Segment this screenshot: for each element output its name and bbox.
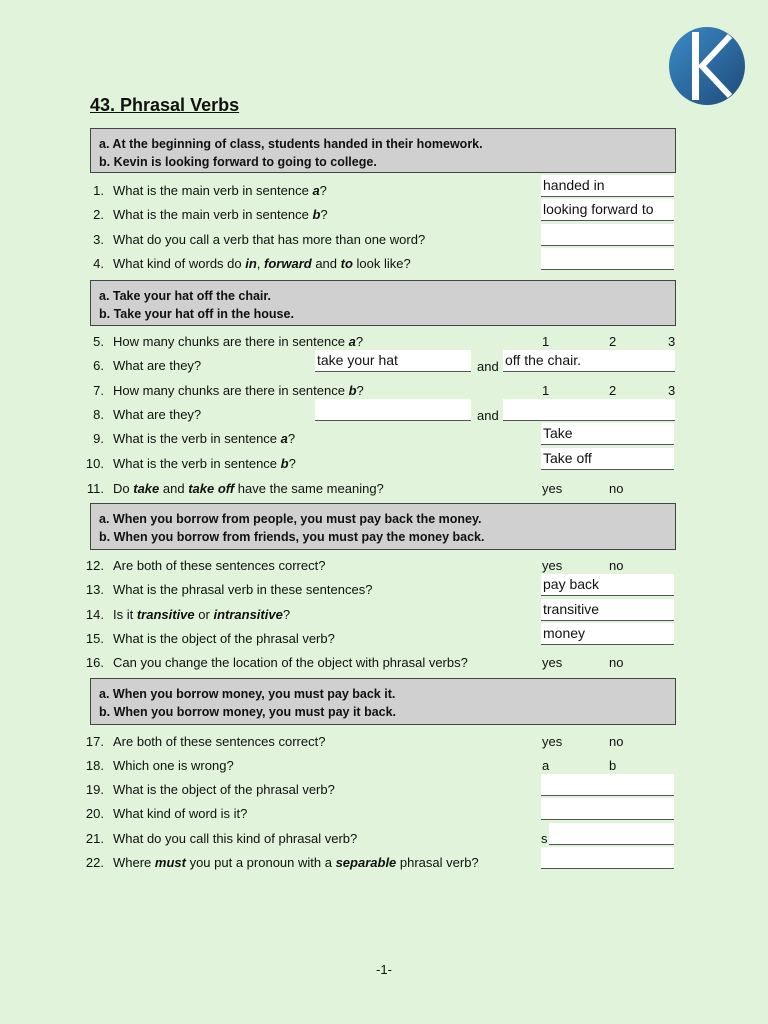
question-text: Are both of these sentences correct? <box>113 558 326 573</box>
question-row <box>0 425 768 449</box>
answer-field[interactable]: Take <box>541 423 674 445</box>
answer-field[interactable] <box>541 248 674 270</box>
question-row <box>0 853 768 873</box>
question-number: 4. <box>93 256 104 271</box>
question-number: 14. <box>85 607 104 622</box>
question-number: 20. <box>85 806 104 821</box>
answer-field[interactable]: money <box>541 623 674 645</box>
question-number: 13. <box>85 582 104 597</box>
sentence-box-3 <box>90 503 676 550</box>
option-b[interactable]: b <box>609 758 617 773</box>
question-row <box>0 829 768 849</box>
sentence-a: a. At the beginning of class, students handed in their homework. <box>99 137 483 151</box>
answer-field[interactable] <box>541 798 674 820</box>
option-2[interactable]: 2 <box>609 383 617 398</box>
answer-field-1[interactable]: take your hat <box>315 350 471 372</box>
option-2[interactable]: 2 <box>609 334 617 349</box>
option-no[interactable]: no <box>609 481 624 496</box>
question-number: 15. <box>85 631 104 646</box>
answer-field[interactable]: looking forward to <box>541 199 674 221</box>
answer-field[interactable] <box>541 847 674 869</box>
question-number: 2. <box>93 207 104 222</box>
question-text: What is the verb in sentence a? <box>113 431 296 446</box>
sentence-box-2 <box>90 280 676 326</box>
question-number: 8. <box>93 407 104 422</box>
question-row <box>0 601 768 625</box>
option-yes[interactable]: yes <box>542 734 563 749</box>
sentence-box-4 <box>90 678 676 725</box>
question-row <box>0 756 768 776</box>
question-row <box>0 576 768 600</box>
question-row <box>0 352 768 376</box>
question-row <box>0 177 768 201</box>
question-row <box>0 254 768 274</box>
answer-field[interactable]: handed in <box>541 175 674 197</box>
question-number: 17. <box>85 734 104 749</box>
option-1[interactable]: 1 <box>542 334 550 349</box>
question-row <box>0 556 768 576</box>
option-yes[interactable]: yes <box>542 655 563 670</box>
question-number: 5. <box>93 334 104 349</box>
question-text: What kind of word is it? <box>113 806 248 821</box>
question-row <box>0 479 768 499</box>
answer-field[interactable] <box>541 224 674 246</box>
question-text: What is the main verb in sentence a? <box>113 183 327 198</box>
sentence-b: b. Take your hat off in the house. <box>99 306 294 321</box>
question-text: Do take and take off have the same meaning? <box>113 481 384 496</box>
sentence-a: a. Take your hat off the chair. <box>99 289 272 303</box>
question-row <box>0 381 768 401</box>
answer-field[interactable] <box>549 823 674 845</box>
question-text: What kind of words do in, forward and to look like? <box>113 256 411 271</box>
question-text: Which one is wrong? <box>113 758 234 773</box>
and-label: and <box>477 408 499 423</box>
question-number: 19. <box>85 782 104 797</box>
option-1[interactable]: 1 <box>542 383 550 398</box>
question-text: What do you call a verb that has more than one word? <box>113 232 426 247</box>
question-number: 22. <box>85 855 104 870</box>
answer-field-2[interactable]: off the chair. <box>503 350 675 372</box>
question-row <box>0 450 768 474</box>
question-text: What are they? <box>113 407 202 422</box>
question-number: 9. <box>93 431 104 446</box>
question-number: 6. <box>93 358 104 373</box>
question-text: Are both of these sentences correct? <box>113 734 326 749</box>
answer-field[interactable]: pay back <box>541 574 674 596</box>
sentence-b: b. Kevin is looking forward to going to college. <box>99 154 377 169</box>
answer-field[interactable]: Take off <box>541 448 674 470</box>
sentence-a: a. When you borrow from people, you must pay back the money. <box>99 512 482 526</box>
option-yes[interactable]: yes <box>542 558 563 573</box>
k-logo-icon <box>668 26 746 106</box>
answer-field[interactable] <box>541 774 674 796</box>
question-number: 1. <box>93 183 104 198</box>
question-row <box>0 732 768 752</box>
question-text: How many chunks are there in sentence a? <box>113 334 364 349</box>
answer-prefix: s <box>541 831 548 846</box>
page-title: 43. Phrasal Verbs <box>90 95 240 115</box>
question-text: What is the main verb in sentence b? <box>113 207 328 222</box>
question-text: How many chunks are there in sentence b? <box>113 383 364 398</box>
question-number: 12. <box>85 558 104 573</box>
question-number: 18. <box>85 758 104 773</box>
question-number: 7. <box>93 383 104 398</box>
question-text: What is the verb in sentence b? <box>113 456 296 471</box>
sentence-a: a. When you borrow money, you must pay back it. <box>99 687 396 701</box>
question-number: 21. <box>85 831 104 846</box>
sentence-box-1 <box>90 128 676 173</box>
option-no[interactable]: no <box>609 655 624 670</box>
question-row <box>0 332 768 352</box>
question-row <box>0 230 768 250</box>
option-3[interactable]: 3 <box>668 383 676 398</box>
question-row <box>0 804 768 824</box>
question-text: What is the object of the phrasal verb? <box>113 631 335 646</box>
sentence-b: b. When you borrow money, you must pay it back. <box>99 704 397 719</box>
question-number: 3. <box>93 232 104 247</box>
option-a[interactable]: a <box>542 758 550 773</box>
question-text: Where must you put a pronoun with a separable phrasal verb? <box>113 855 479 870</box>
question-row <box>0 625 768 649</box>
question-text: What is the object of the phrasal verb? <box>113 782 335 797</box>
question-text: What are they? <box>113 358 202 373</box>
question-text: Can you change the location of the object with phrasal verbs? <box>113 655 468 670</box>
option-no[interactable]: no <box>609 558 624 573</box>
option-yes[interactable]: yes <box>542 481 563 496</box>
question-row <box>0 653 768 673</box>
question-text: What is the phrasal verb in these sentences? <box>113 582 373 597</box>
page-number: -1- <box>376 962 392 977</box>
answer-field-2[interactable] <box>503 399 675 421</box>
question-number: 16. <box>85 655 104 670</box>
question-row <box>0 405 768 425</box>
answer-field-1[interactable] <box>315 399 471 421</box>
question-row <box>0 201 768 225</box>
question-row <box>0 780 768 800</box>
question-number: 10. <box>85 456 104 471</box>
option-3[interactable]: 3 <box>668 334 676 349</box>
question-text: What do you call this kind of phrasal verb? <box>113 831 358 846</box>
answer-field[interactable]: transitive <box>541 599 674 621</box>
option-no[interactable]: no <box>609 734 624 749</box>
question-text: Is it transitive or intransitive? <box>113 607 291 622</box>
and-label: and <box>477 359 499 374</box>
question-number: 11. <box>86 481 104 496</box>
sentence-b: b. When you borrow from friends, you must pay the money back. <box>99 529 485 544</box>
